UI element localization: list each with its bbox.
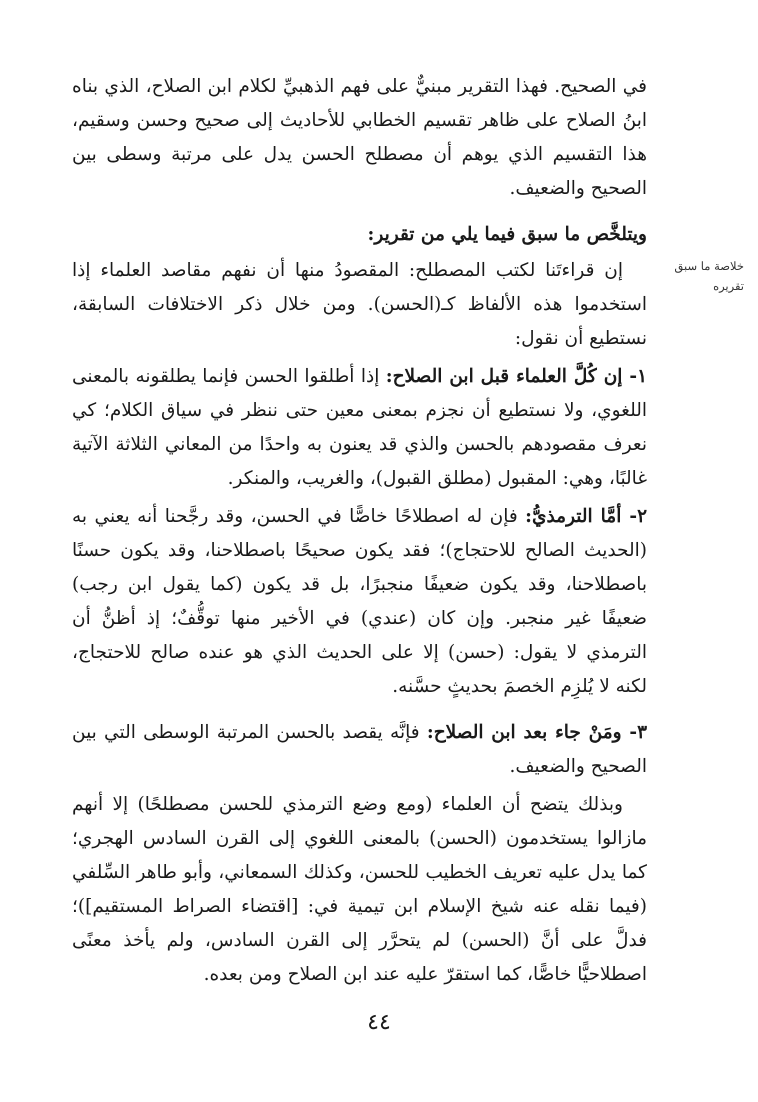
point-two (72, 500, 647, 704)
page-number: ٤٤ (367, 1010, 391, 1035)
point-one (72, 360, 647, 496)
point-three-lead: ٣- ومَنْ جاء بعد ابن الصلاح: (426, 722, 647, 743)
point-three-body: فإنَّه يقصد بالحسن المرتبة الوسطى التي بين الصحيح والضعيف. (72, 722, 647, 777)
point-three (72, 716, 647, 784)
paragraph-intro: في الصحيح. فهذا التقرير مبنيٌّ على فهم الذهبيِّ لكلام ابن الصلاح، الذي بناه ابنُ الصلاح على ظاهر تقسيم الخطابي للأحاديث إلى صحيح وحسن وسقيم، هذا التقسيم الذي يوهم أن مصطلح الحسن يدل على مرتبة وسطى بين الصحيح والضعيف. (72, 76, 647, 199)
paragraph-reading: إن قراءتَنا لكتب المصطلح: المقصودُ منها أن نفهم مقاصد العلماء إذا استخدموا هذه الألفاظ كـ(الحسن). ومن خلال ذكر الاختلافات السابقة، نستطيع أن نقول: (72, 260, 647, 349)
point-two-body: فإن له اصطلاحًا خاصًّا في الحسن، وقد رجَّحنا أنه يعني به (الحديث الصالح للاحتجاج)؛ فقد يكون صحيحًا باصطلاحنا، وقد يكون حسنًا باصطلاحنا، وقد يكون ضعيفًا منجبرًا، بل قد يكون (كما يقول ابن رجب) ضعيفًا غير منجبر. وإن كان (عندي) في الأخير منها توقُّفٌ؛ إذ أظنُّ أن الترمذي لا يقول: (حسن) إلا على الحديث الذي هو عنده صالح للاحتجاج، لكنه لا يُلزِم الخصمَ بحديثٍ حسَّنه. (72, 506, 647, 697)
margin-note: خلاصة ما سبق تقريره (674, 259, 744, 293)
paragraph-conclusion: وبذلك يتضح أن العلماء (ومع وضع الترمذي للحسن مصطلحًا) إلا أنهم مازالوا يستخدمون (الحسن) بالمعنى اللغوي إلى القرن السادس الهجري؛ كما يدل عليه تعريف الخطيب للحسن، وكذلك السمعاني، وأبو طاهر السِّلفي (فيما نقله عنه شيخ الإسلام ابن تيمية في: [اقتضاء الصراط المستقيم])؛ فدلَّ على أنَّ (الحسن) لم يتحرَّر إلى القرن السادس، ولم يأخذ معنًى اصطلاحيًّا خاصًّا، كما استقرّ عليه عند ابن الصلاح ومن بعده. (72, 794, 647, 985)
point-one-lead: ١- إن كُلَّ العلماء قبل ابن الصلاح: (385, 366, 647, 387)
point-two-lead: ٢- أمَّا الترمذيُّ: (525, 506, 647, 527)
section-heading: ويتلخَّص ما سبق فيما يلي من تقرير: (367, 224, 647, 245)
point-one-body: إذا أطلقوا الحسن فإنما يطلقونه بالمعنى اللغوي، ولا نستطيع أن نجزم بمعنى معين حتى ننظر في سياق الكلام؛ كي نعرف مقصودهم بالحسن والذي قد يعنون به واحدًا من المعاني الثلاثة الآتية غالبًا، وهي: المقبول (مطلق القبول)، والغريب، والمنكر. (72, 366, 647, 489)
